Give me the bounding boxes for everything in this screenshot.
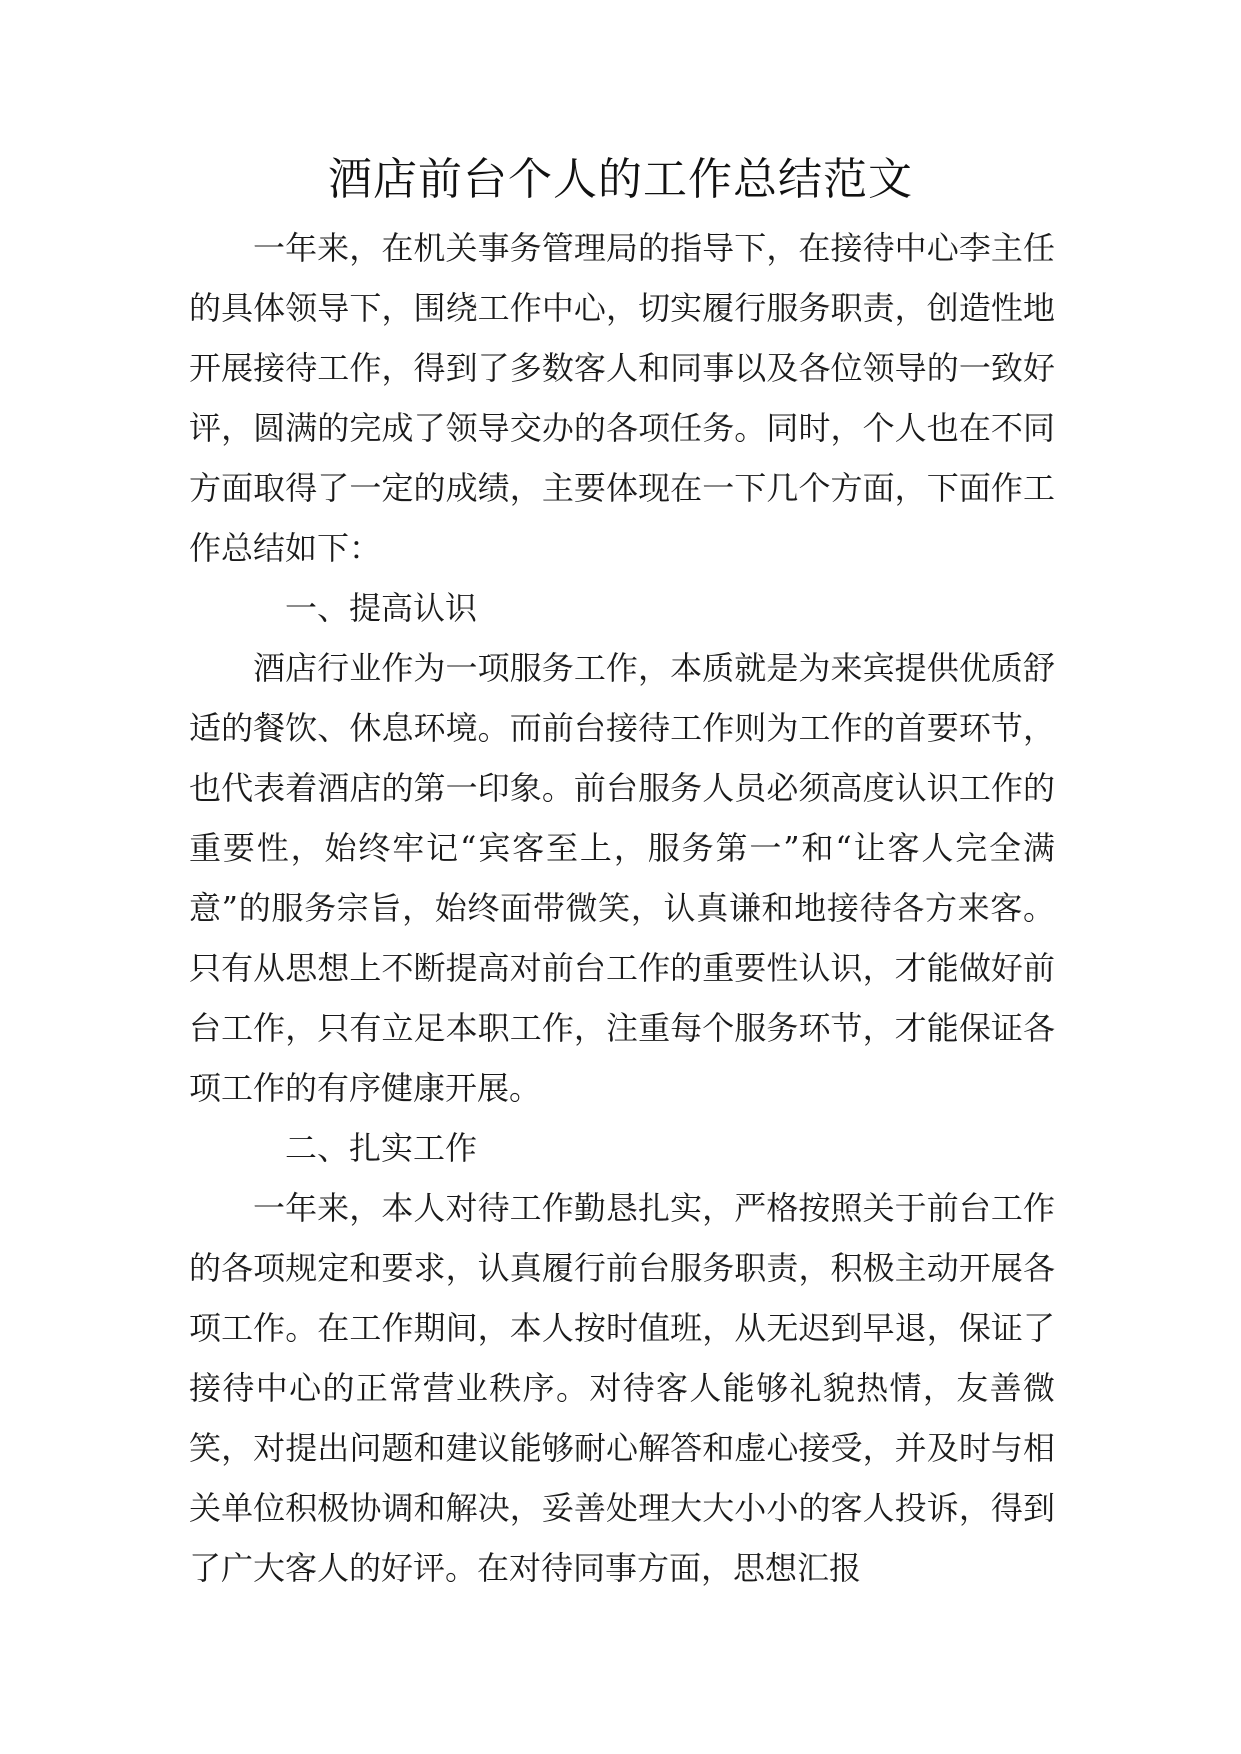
section-heading-2: 二、扎实工作 (285, 1129, 478, 1167)
document-title: 酒店前台个人的工作总结范文 (328, 154, 913, 205)
paragraph-section-1: 酒店行业作为一项服务工作，本质就是为来宾提供优质舒适的餐饮、休息环境。而前台接待工作则为工作的首要环节，也代表着酒店的第一印象。前台服务人员必须高度认识工作的重要性，始终牢记“宾客至上，服务第一”和“让客人完全满意”的服务宗旨，始终面带微笑，认真谦和地接待各方来客。只有从思想上不断提高对前台工作的重要性认识，才能做好前台工作，只有立足本职工作，注重每个服务环节，才能保证各项工作的有序健康开展。 (189, 649, 1055, 1107)
document-body (189, 218, 1055, 1598)
section-heading-1: 一、提高认识 (285, 589, 478, 627)
paragraph-intro: 一年来，在机关事务管理局的指导下，在接待中心李主任的具体领导下，围绕工作中心，切实履行服务职责，创造性地开展接待工作，得到了多数客人和同事以及各位领导的一致好评，圆满的完成了领导交办的各项任务。同时，个人也在不同方面取得了一定的成绩，主要体现在一下几个方面，下面作工作总结如下： (189, 229, 1055, 567)
paragraph-section-2: 一年来，本人对待工作勤恳扎实，严格按照关于前台工作的各项规定和要求，认真履行前台服务职责，积极主动开展各项工作。在工作期间，本人按时值班，从无迟到早退，保证了接待中心的正常营业秩序。对待客人能够礼貌热情，友善微笑，对提出问题和建议能够耐心解答和虚心接受，并及时与相关单位积极协调和解决，妥善处理大大小小的客人投诉，得到了广大客人的好评。在对待同事方面，思想汇报 (189, 1189, 1055, 1587)
